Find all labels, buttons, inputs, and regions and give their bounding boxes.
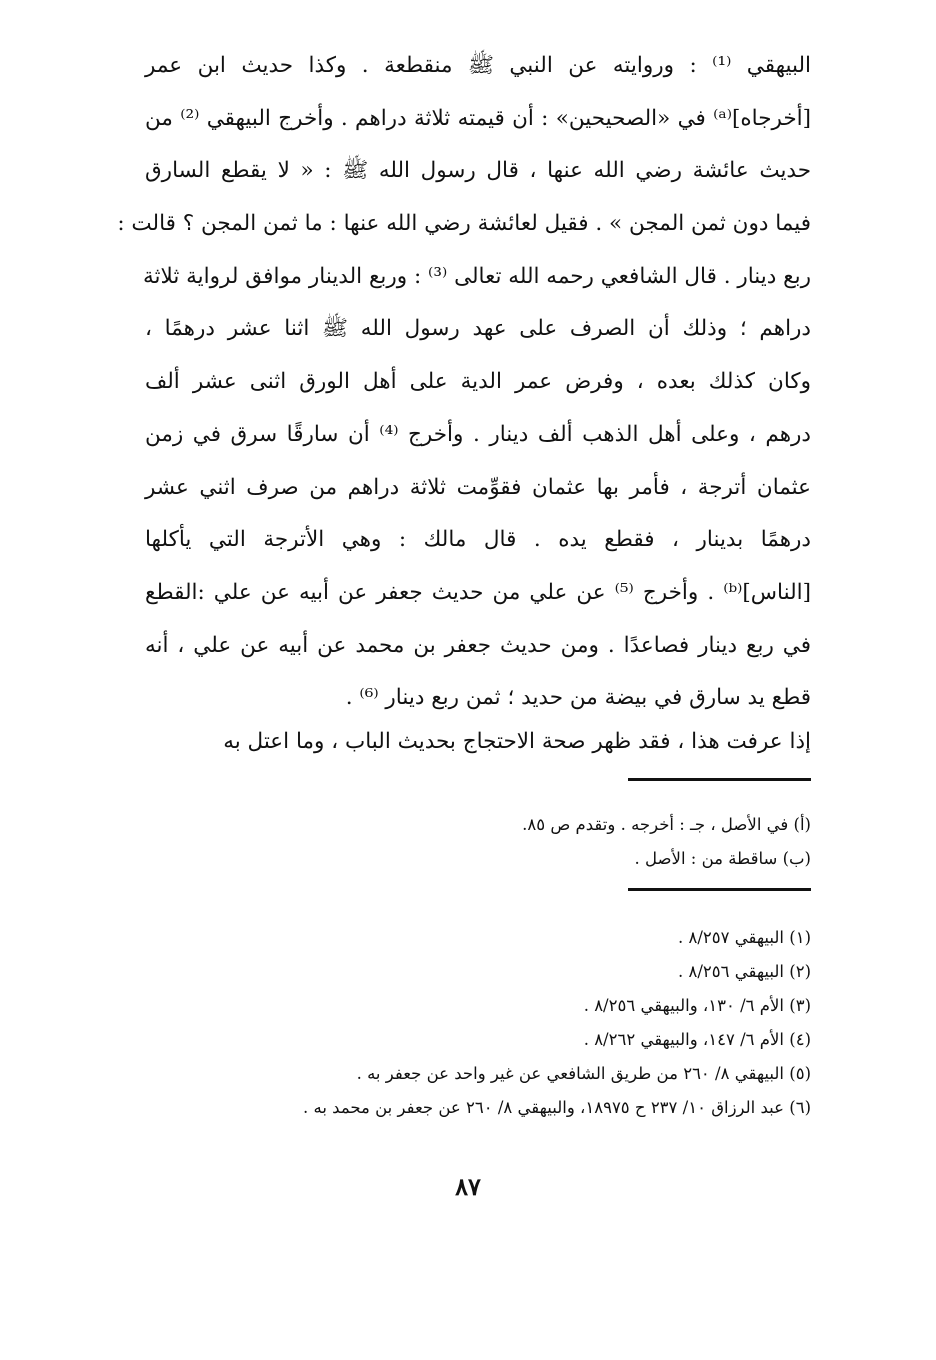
main-text-block bbox=[117, 40, 812, 725]
apparatus-divider bbox=[628, 778, 811, 781]
text-line: درهم ، وعلى أهل الذهب ألف دينار . وأخرج ⁽⁴⁾ أن سارقًا سرق في زمن bbox=[145, 421, 811, 447]
apparatus-note: (أ) في الأصل ، جـ : أخرجه . وتقدم ص ٨٥. bbox=[522, 815, 811, 834]
text-line: درهمًا بدينار ، فقطع يده . قال مالك : وهي الأترجة التي يأكلها bbox=[145, 527, 811, 553]
text-line: في ربع دينار فصاعدًا . ومن حديث جعفر بن محمد عن أبيه عن علي ، أنه bbox=[145, 632, 811, 658]
footnote: (٣) الأم ٦/ ١٣٠، والبيهقي ٨/٢٥٦ . bbox=[583, 996, 811, 1015]
footnote: (٤) الأم ٦/ ١٤٧، والبيهقي ٨/٢٦٢ . bbox=[583, 1030, 811, 1049]
text-line: [الناس]⁽ᵇ⁾ . وأخرج ⁽⁵⁾ عن علي من حديث جعفر عن أبيه عن علي :القطع bbox=[145, 579, 811, 605]
text-line: ربع دينار . قال الشافعي رحمه الله تعالى ⁽³⁾ : وربع الدينار موافق لرواية ثلاثة bbox=[142, 263, 811, 289]
text-line: فيما دون ثمن المجن » . فقيل لعائشة رضي الله عنها : ما ثمن المجن ؟ قالت : bbox=[117, 211, 811, 237]
apparatus-note: (ب) ساقطة من : الأصل . bbox=[634, 849, 811, 868]
footnote: (٢) البيهقي ٨/٢٥٦ . bbox=[677, 962, 811, 981]
footnote: (٦) عبد الرزاق ١٠/ ٢٣٧ ح ١٨٩٧٥، والبيهقي ٨/ ٢٦٠ عن جعفر بن محمد به . bbox=[303, 1098, 811, 1117]
footnotes bbox=[303, 921, 811, 1125]
footnotes-divider bbox=[628, 888, 811, 891]
apparatus-notes bbox=[522, 808, 811, 876]
text-line: البيهقي ⁽¹⁾ : وروايته عن النبي ﷺ منقطعة . وكذا حديث ابن عمر bbox=[145, 53, 811, 78]
closing-paragraph-line: إذا عرفت هذا ، فقد ظهر صحة الاحتجاج بحديث الباب ، وما اعتل به bbox=[223, 729, 811, 754]
footnote: (١) البيهقي ٨/٢٥٧ . bbox=[677, 928, 811, 947]
footnote: (٥) البيهقي ٨/ ٢٦٠ من طريق الشافعي عن غير واحد عن جعفر به . bbox=[356, 1064, 811, 1083]
text-line: قطع يد سارق في بيضة من حديد ؛ ثمن ربع دينار ⁽⁶⁾ . bbox=[345, 685, 811, 711]
text-line: وكان كذلك بعده ، وفرض عمر الدية على أهل الورق اثنى عشر ألف bbox=[145, 369, 811, 395]
text-line: [أخرجاه]⁽ᵃ⁾ في «الصحيحين» : أن قيمته ثلاثة دراهم . وأخرج البيهقي ⁽²⁾ من bbox=[145, 105, 812, 131]
text-line: حديث عائشة رضي الله عنها ، قال رسول الله ﷺ : « لا يقطع السارق bbox=[145, 158, 811, 184]
page-number: ٨٧ bbox=[455, 1172, 481, 1201]
text-line: دراهم ؛ وذلك أن الصرف على عهد رسول الله ﷺ اثنا عشر درهمًا ، bbox=[145, 316, 811, 342]
text-line: عثمان أترجة ، فأمر بها عثمان فقوِّمت ثلاثة دراهم من صرف اثني عشر bbox=[145, 474, 811, 500]
